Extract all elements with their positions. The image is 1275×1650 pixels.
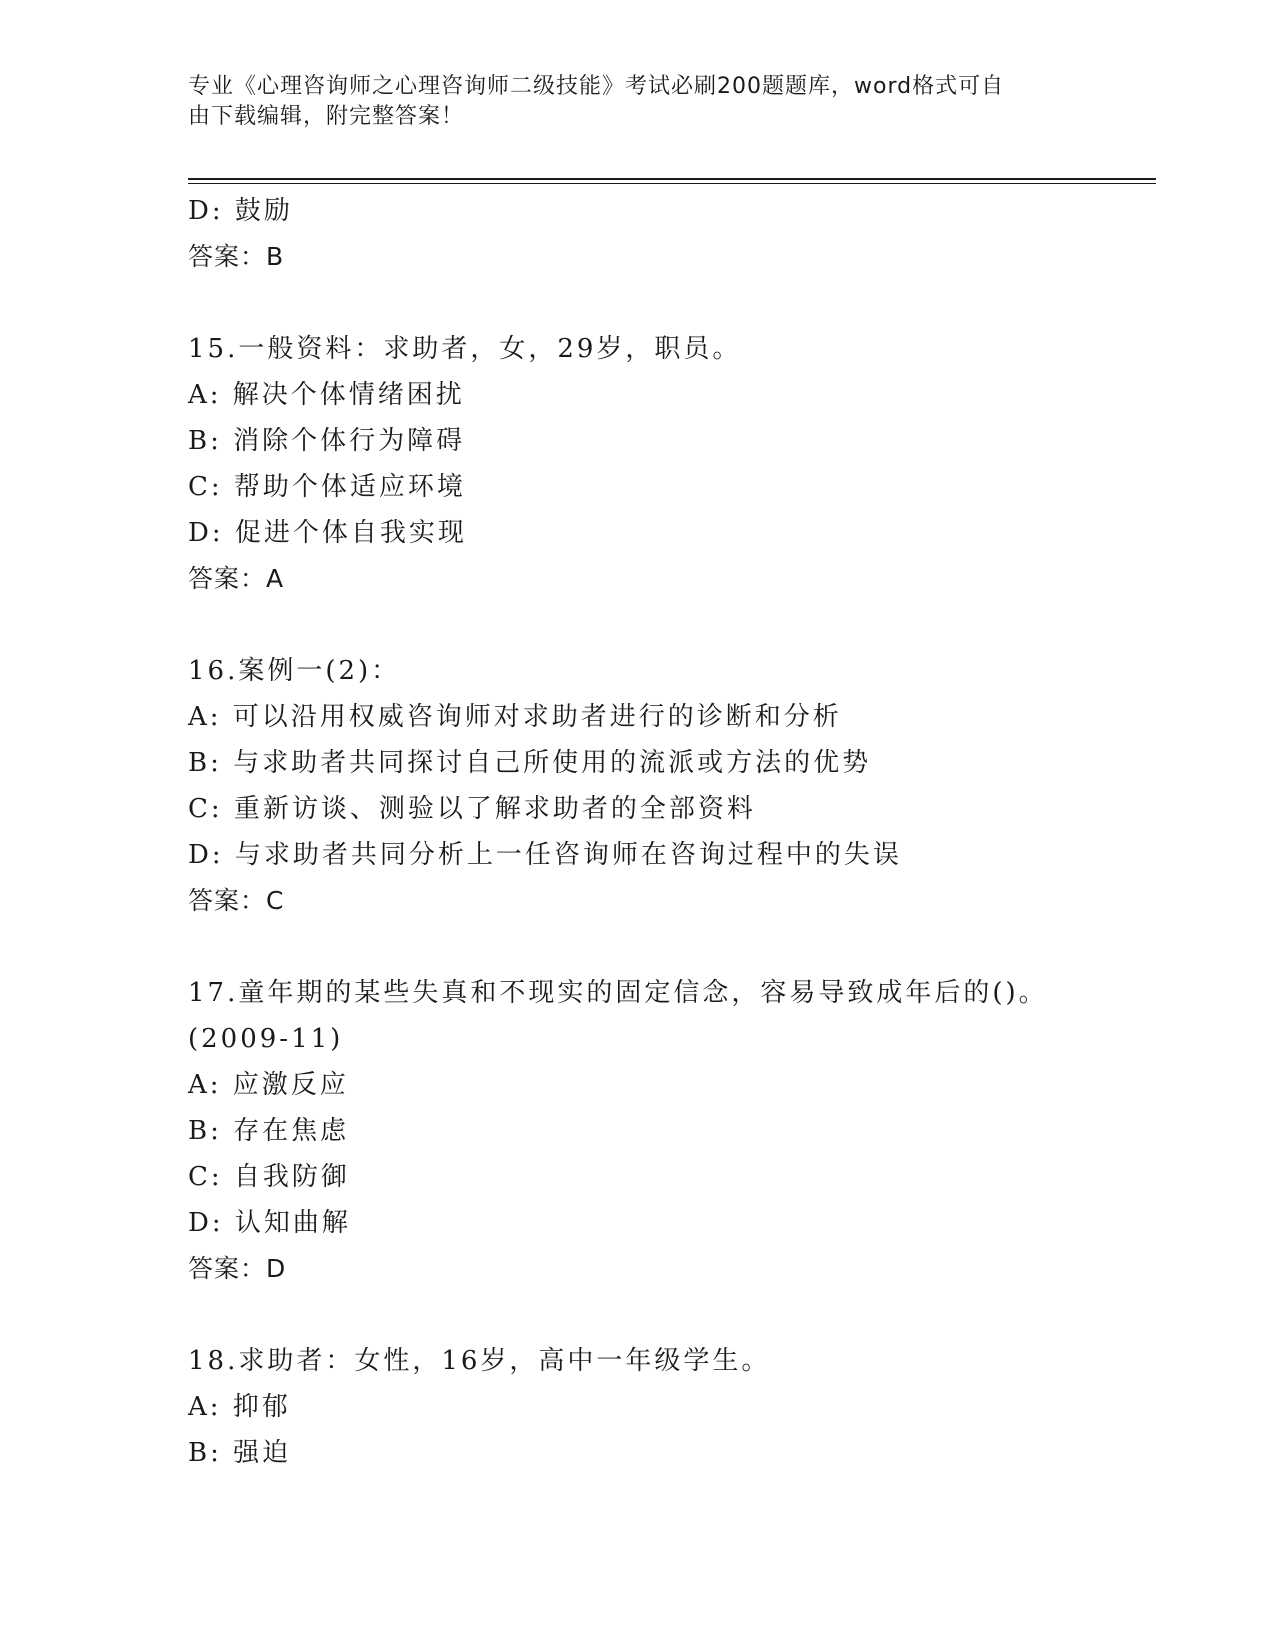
question-text: 16.案例一(2)： [188, 656, 401, 686]
option-d: D: 鼓励 [188, 196, 293, 226]
document-header [188, 72, 1068, 132]
option-d: D: 与求助者共同分析上一任咨询师在咨询过程中的失误 [188, 840, 902, 870]
question-block-prev [188, 188, 1148, 280]
header-line-1: 专业《心理咨询师之心理咨询师二级技能》考试必刷200题题库，word格式可自 [188, 74, 1005, 99]
option-a: A: 解决个体情绪困扰 [188, 380, 465, 410]
header-line-2: 由下载编辑，附完整答案！ [188, 104, 465, 129]
answer-text: 答案：B [188, 242, 285, 271]
option-b: B: 强迫 [188, 1438, 292, 1468]
question-text: 15.一般资料：求助者，女，29岁，职员。 [188, 334, 742, 364]
question-text: 17.童年期的某些失真和不现实的固定信念，容易导致成年后的()。 [188, 978, 1048, 1008]
option-b: B: 存在焦虑 [188, 1116, 350, 1146]
answer-text: 答案：A [188, 564, 285, 593]
question-text: 18.求助者：女性，16岁，高中一年级学生。 [188, 1346, 771, 1376]
option-c: C: 重新访谈、测验以了解求助者的全部资料 [188, 794, 756, 824]
option-b: B: 与求助者共同探讨自己所使用的流派或方法的优势 [188, 748, 872, 778]
option-a: A: 抑郁 [188, 1392, 291, 1422]
option-a: A: 应激反应 [188, 1070, 349, 1100]
question-text-continued: (2009-11) [188, 1024, 344, 1054]
question-block-16 [188, 648, 1148, 924]
option-a: A: 可以沿用权威咨询师对求助者进行的诊断和分析 [188, 702, 842, 732]
question-block-17 [188, 970, 1148, 1292]
answer-text: 答案：D [188, 1254, 287, 1283]
question-block-15 [188, 326, 1148, 602]
question-list [188, 188, 1148, 1476]
option-d: D: 促进个体自我实现 [188, 518, 467, 548]
question-block-18 [188, 1338, 1148, 1476]
header-rule-thin [188, 183, 1156, 184]
option-b: B: 消除个体行为障碍 [188, 426, 466, 456]
option-c: C: 自我防御 [188, 1162, 350, 1192]
option-c: C: 帮助个体适应环境 [188, 472, 466, 502]
header-rule-thick [188, 178, 1156, 180]
answer-text: 答案：C [188, 886, 285, 915]
option-d: D: 认知曲解 [188, 1208, 351, 1238]
